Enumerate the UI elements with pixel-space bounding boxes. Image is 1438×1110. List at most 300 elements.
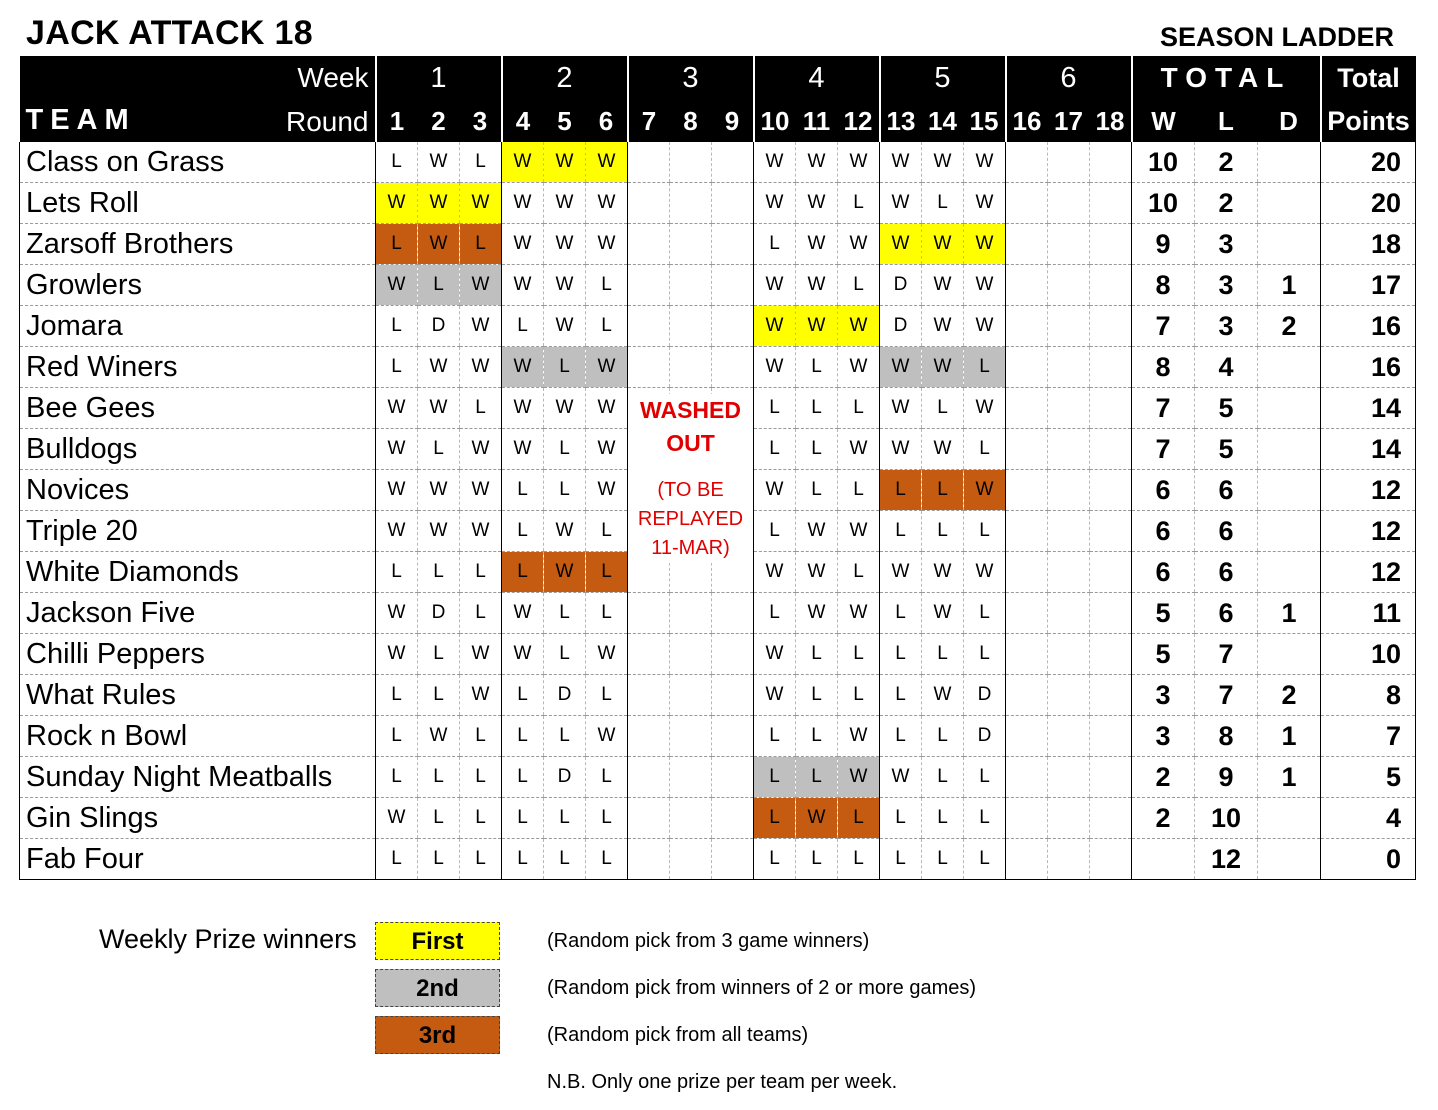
header-row-rounds (20, 100, 1416, 142)
result-cell (712, 675, 754, 716)
result-cell: W (838, 593, 880, 634)
total-draws: 2 (1258, 306, 1321, 347)
result-cell (1048, 306, 1090, 347)
total-losses: 8 (1195, 716, 1258, 757)
table-row (20, 593, 1416, 634)
result-cell: L (838, 634, 880, 675)
table-row (20, 183, 1416, 224)
total-points: 17 (1321, 265, 1416, 306)
result-cell: L (418, 429, 460, 470)
result-cell: L (418, 552, 460, 593)
result-cell: W (880, 388, 922, 429)
result-cell: W (586, 347, 628, 388)
week-6-header: 6 (1006, 56, 1132, 100)
result-cell: D (964, 675, 1006, 716)
total-header: TOTAL (1132, 56, 1321, 100)
result-cell: W (964, 265, 1006, 306)
result-cell (1090, 839, 1132, 880)
total-draws (1258, 634, 1321, 675)
result-cell: W (502, 429, 544, 470)
result-cell: W (754, 183, 796, 224)
result-cell: W (418, 716, 460, 757)
result-cell: L (502, 798, 544, 839)
total-points: 20 (1321, 142, 1416, 183)
result-cell: W (754, 634, 796, 675)
result-cell (712, 347, 754, 388)
result-cell: W (754, 552, 796, 593)
result-cell: L (418, 634, 460, 675)
result-cell: W (376, 511, 418, 552)
header-row-weeks (20, 56, 1416, 100)
result-cell (1090, 757, 1132, 798)
total-losses: 10 (1195, 798, 1258, 839)
result-cell: L (418, 757, 460, 798)
result-cell (712, 224, 754, 265)
week-label: Week (20, 56, 376, 100)
total-points: 14 (1321, 388, 1416, 429)
first-prize-swatch: First (375, 922, 500, 960)
result-cell: L (376, 716, 418, 757)
result-cell: W (502, 224, 544, 265)
result-cell: L (586, 757, 628, 798)
result-cell (712, 716, 754, 757)
round-17-header: 17 (1048, 100, 1090, 142)
result-cell: L (838, 388, 880, 429)
table-row (20, 224, 1416, 265)
result-cell: W (754, 470, 796, 511)
team-name: Jackson Five (20, 593, 376, 634)
result-cell: L (502, 552, 544, 593)
team-name: Triple 20 (20, 511, 376, 552)
round-9-header: 9 (712, 100, 754, 142)
result-cell: W (796, 798, 838, 839)
result-cell: W (754, 142, 796, 183)
week-2-header: 2 (502, 56, 628, 100)
result-cell (628, 142, 670, 183)
result-cell: D (418, 306, 460, 347)
result-cell (712, 593, 754, 634)
washed-out-line-3: (TO BE (657, 479, 724, 501)
round-5-header: 5 (544, 100, 586, 142)
result-cell: L (754, 798, 796, 839)
result-cell: W (460, 306, 502, 347)
result-cell: W (880, 429, 922, 470)
round-label: Round (285, 106, 369, 137)
result-cell: W (376, 634, 418, 675)
result-cell (1048, 224, 1090, 265)
result-cell (1048, 839, 1090, 880)
result-cell (1006, 552, 1048, 593)
washed-out-note (628, 476, 753, 563)
result-cell: L (502, 716, 544, 757)
table-row (20, 716, 1416, 757)
round-1-header: 1 (376, 100, 418, 142)
result-cell: L (418, 675, 460, 716)
result-cell: W (460, 429, 502, 470)
result-cell: L (880, 798, 922, 839)
result-cell: L (922, 798, 964, 839)
total-wins: 3 (1132, 716, 1195, 757)
round-10-header: 10 (754, 100, 796, 142)
team-name: Growlers (20, 265, 376, 306)
total-losses: 4 (1195, 347, 1258, 388)
total-draws (1258, 470, 1321, 511)
total-points: 10 (1321, 634, 1416, 675)
third-prize-swatch: 3rd (375, 1016, 500, 1054)
result-cell (1048, 142, 1090, 183)
result-cell: W (796, 142, 838, 183)
result-cell: W (796, 183, 838, 224)
total-wins (1132, 839, 1195, 880)
result-cell (1048, 798, 1090, 839)
result-cell: D (418, 593, 460, 634)
result-cell (1048, 634, 1090, 675)
total-wins: 8 (1132, 265, 1195, 306)
result-cell: W (460, 347, 502, 388)
result-cell: W (418, 470, 460, 511)
result-cell: L (586, 552, 628, 593)
second-prize-note: (Random pick from winners of 2 or more games) (547, 977, 977, 999)
result-cell: W (418, 511, 460, 552)
total-losses: 3 (1195, 224, 1258, 265)
result-cell (1048, 388, 1090, 429)
result-cell: L (502, 470, 544, 511)
result-cell: W (922, 265, 964, 306)
first-prize-note: (Random pick from 3 game winners) (547, 930, 870, 952)
washed-out-line-4: REPLAYED (637, 508, 744, 530)
result-cell: W (586, 716, 628, 757)
result-cell (628, 675, 670, 716)
total-w-header: W (1132, 100, 1195, 142)
total-losses: 9 (1195, 757, 1258, 798)
total-points: 4 (1321, 798, 1416, 839)
result-cell: W (922, 224, 964, 265)
result-cell: D (544, 757, 586, 798)
result-cell: W (586, 183, 628, 224)
result-cell: L (922, 511, 964, 552)
result-cell (628, 757, 670, 798)
result-cell (712, 839, 754, 880)
result-cell: W (502, 347, 544, 388)
total-points: 11 (1321, 593, 1416, 634)
result-cell: L (922, 183, 964, 224)
result-cell: W (964, 306, 1006, 347)
result-cell: W (880, 552, 922, 593)
result-cell: W (586, 388, 628, 429)
result-cell: W (502, 593, 544, 634)
result-cell: L (502, 839, 544, 880)
result-cell: W (796, 552, 838, 593)
total-points-header: Total (1321, 56, 1416, 100)
result-cell (712, 306, 754, 347)
total-points-header-2: Points (1321, 100, 1416, 142)
result-cell: L (754, 429, 796, 470)
result-cell (1090, 511, 1132, 552)
result-cell (1048, 552, 1090, 593)
result-cell: W (838, 142, 880, 183)
result-cell (1006, 306, 1048, 347)
result-cell: L (460, 142, 502, 183)
result-cell (1006, 634, 1048, 675)
result-cell: W (544, 224, 586, 265)
result-cell: L (964, 798, 1006, 839)
result-cell: L (754, 511, 796, 552)
total-wins: 3 (1132, 675, 1195, 716)
footnote: N.B. Only one prize per team per week. (547, 1071, 898, 1093)
result-cell: L (838, 265, 880, 306)
result-cell: W (376, 798, 418, 839)
total-points: 12 (1321, 511, 1416, 552)
total-losses: 2 (1195, 183, 1258, 224)
result-cell: W (418, 388, 460, 429)
result-cell: L (586, 511, 628, 552)
result-cell: L (964, 634, 1006, 675)
result-cell: W (964, 142, 1006, 183)
result-cell (628, 265, 670, 306)
total-draws: 1 (1258, 593, 1321, 634)
team-name: Jomara (20, 306, 376, 347)
result-cell: W (964, 470, 1006, 511)
total-wins: 10 (1132, 183, 1195, 224)
result-cell (1006, 470, 1048, 511)
total-wins: 2 (1132, 798, 1195, 839)
result-cell (670, 798, 712, 839)
result-cell: W (586, 142, 628, 183)
result-cell (1006, 716, 1048, 757)
result-cell (628, 634, 670, 675)
result-cell: L (376, 142, 418, 183)
result-cell: W (922, 675, 964, 716)
result-cell (1048, 675, 1090, 716)
round-13-header: 13 (880, 100, 922, 142)
total-draws (1258, 552, 1321, 593)
result-cell (1090, 716, 1132, 757)
result-cell: L (880, 511, 922, 552)
result-cell (1090, 634, 1132, 675)
result-cell: L (880, 634, 922, 675)
washed-out-line-1: WASHED (640, 397, 741, 423)
result-cell (670, 675, 712, 716)
table-row (20, 675, 1416, 716)
total-losses: 6 (1195, 552, 1258, 593)
result-cell: L (586, 675, 628, 716)
result-cell (628, 306, 670, 347)
table-row (20, 265, 1416, 306)
result-cell: L (838, 798, 880, 839)
result-cell (1090, 470, 1132, 511)
result-cell (670, 306, 712, 347)
result-cell: W (796, 265, 838, 306)
team-name: White Diamonds (20, 552, 376, 593)
result-cell: L (376, 757, 418, 798)
total-losses: 7 (1195, 675, 1258, 716)
round-11-header: 11 (796, 100, 838, 142)
total-d-header: D (1258, 100, 1321, 142)
result-cell (670, 224, 712, 265)
result-cell: W (460, 511, 502, 552)
result-cell: D (544, 675, 586, 716)
result-cell: W (964, 552, 1006, 593)
result-cell: L (754, 716, 796, 757)
team-name: What Rules (20, 675, 376, 716)
team-name: Sunday Night Meatballs (20, 757, 376, 798)
result-cell: W (838, 347, 880, 388)
result-cell: W (838, 511, 880, 552)
total-draws (1258, 347, 1321, 388)
result-cell: W (922, 306, 964, 347)
result-cell: W (838, 429, 880, 470)
result-cell (1006, 675, 1048, 716)
result-cell (628, 224, 670, 265)
result-cell (670, 593, 712, 634)
total-losses: 3 (1195, 265, 1258, 306)
total-points: 8 (1321, 675, 1416, 716)
result-cell: L (376, 306, 418, 347)
result-cell: W (418, 142, 460, 183)
result-cell (712, 183, 754, 224)
total-points: 16 (1321, 306, 1416, 347)
washed-out-notice (628, 394, 753, 563)
result-cell: W (922, 142, 964, 183)
result-cell: L (502, 757, 544, 798)
result-cell (670, 347, 712, 388)
result-cell (1006, 429, 1048, 470)
result-cell: L (376, 347, 418, 388)
total-draws: 1 (1258, 265, 1321, 306)
result-cell: W (418, 183, 460, 224)
legend-title: Weekly Prize winners (99, 924, 357, 954)
week-3-header: 3 (628, 56, 754, 100)
result-cell: L (376, 675, 418, 716)
total-draws (1258, 429, 1321, 470)
result-cell: W (880, 224, 922, 265)
result-cell: W (838, 716, 880, 757)
total-wins: 7 (1132, 388, 1195, 429)
round-15-header: 15 (964, 100, 1006, 142)
result-cell (1090, 142, 1132, 183)
total-wins: 2 (1132, 757, 1195, 798)
result-cell (628, 347, 670, 388)
result-cell: L (544, 634, 586, 675)
round-14-header: 14 (922, 100, 964, 142)
round-4-header: 4 (502, 100, 544, 142)
result-cell: L (796, 429, 838, 470)
result-cell: W (964, 388, 1006, 429)
result-cell (1006, 839, 1048, 880)
result-cell (1090, 798, 1132, 839)
result-cell (1090, 429, 1132, 470)
result-cell: D (964, 716, 1006, 757)
result-cell: W (460, 675, 502, 716)
result-cell: L (964, 429, 1006, 470)
result-cell: W (796, 593, 838, 634)
result-cell (712, 142, 754, 183)
result-cell: W (754, 675, 796, 716)
result-cell: L (796, 716, 838, 757)
total-losses: 2 (1195, 142, 1258, 183)
team-name: Gin Slings (20, 798, 376, 839)
result-cell: L (796, 388, 838, 429)
result-cell (1048, 511, 1090, 552)
result-cell: L (796, 675, 838, 716)
result-cell: L (460, 757, 502, 798)
result-cell: L (544, 839, 586, 880)
result-cell (628, 798, 670, 839)
result-cell: L (502, 675, 544, 716)
table-row (20, 306, 1416, 347)
result-cell: L (502, 306, 544, 347)
total-wins: 5 (1132, 634, 1195, 675)
total-draws: 1 (1258, 757, 1321, 798)
result-cell: W (964, 224, 1006, 265)
result-cell: L (754, 224, 796, 265)
result-cell: W (376, 429, 418, 470)
result-cell: W (586, 634, 628, 675)
result-cell: W (418, 224, 460, 265)
total-wins: 6 (1132, 552, 1195, 593)
total-l-header: L (1195, 100, 1258, 142)
result-cell: L (922, 757, 964, 798)
result-cell: L (754, 388, 796, 429)
result-cell: W (754, 347, 796, 388)
result-cell: L (460, 552, 502, 593)
result-cell (670, 634, 712, 675)
total-draws (1258, 388, 1321, 429)
result-cell: L (922, 388, 964, 429)
week-4-header: 4 (754, 56, 880, 100)
result-cell (1006, 347, 1048, 388)
total-points: 12 (1321, 470, 1416, 511)
result-cell: L (922, 839, 964, 880)
table-row (20, 347, 1416, 388)
result-cell: L (460, 224, 502, 265)
round-3-header: 3 (460, 100, 502, 142)
result-cell (1006, 593, 1048, 634)
total-points: 18 (1321, 224, 1416, 265)
total-points: 5 (1321, 757, 1416, 798)
team-name: Novices (20, 470, 376, 511)
washed-out-line-5: 11-MAR) (651, 537, 730, 559)
result-cell (1048, 716, 1090, 757)
result-cell: W (586, 429, 628, 470)
result-cell: L (376, 839, 418, 880)
round-6-header: 6 (586, 100, 628, 142)
round-18-header: 18 (1090, 100, 1132, 142)
result-cell: W (502, 634, 544, 675)
result-cell (1048, 265, 1090, 306)
total-wins: 5 (1132, 593, 1195, 634)
result-cell (1090, 306, 1132, 347)
result-cell: W (922, 429, 964, 470)
result-cell: W (838, 224, 880, 265)
total-wins: 6 (1132, 470, 1195, 511)
result-cell: W (502, 265, 544, 306)
total-points: 12 (1321, 552, 1416, 593)
result-cell: L (796, 757, 838, 798)
result-cell: W (544, 183, 586, 224)
result-cell (1048, 593, 1090, 634)
result-cell: W (376, 388, 418, 429)
result-cell: W (376, 265, 418, 306)
total-points: 7 (1321, 716, 1416, 757)
result-cell: W (460, 634, 502, 675)
result-cell (1090, 183, 1132, 224)
table-row (20, 798, 1416, 839)
result-cell: L (754, 757, 796, 798)
total-losses: 3 (1195, 306, 1258, 347)
result-cell: W (502, 142, 544, 183)
result-cell: L (418, 265, 460, 306)
